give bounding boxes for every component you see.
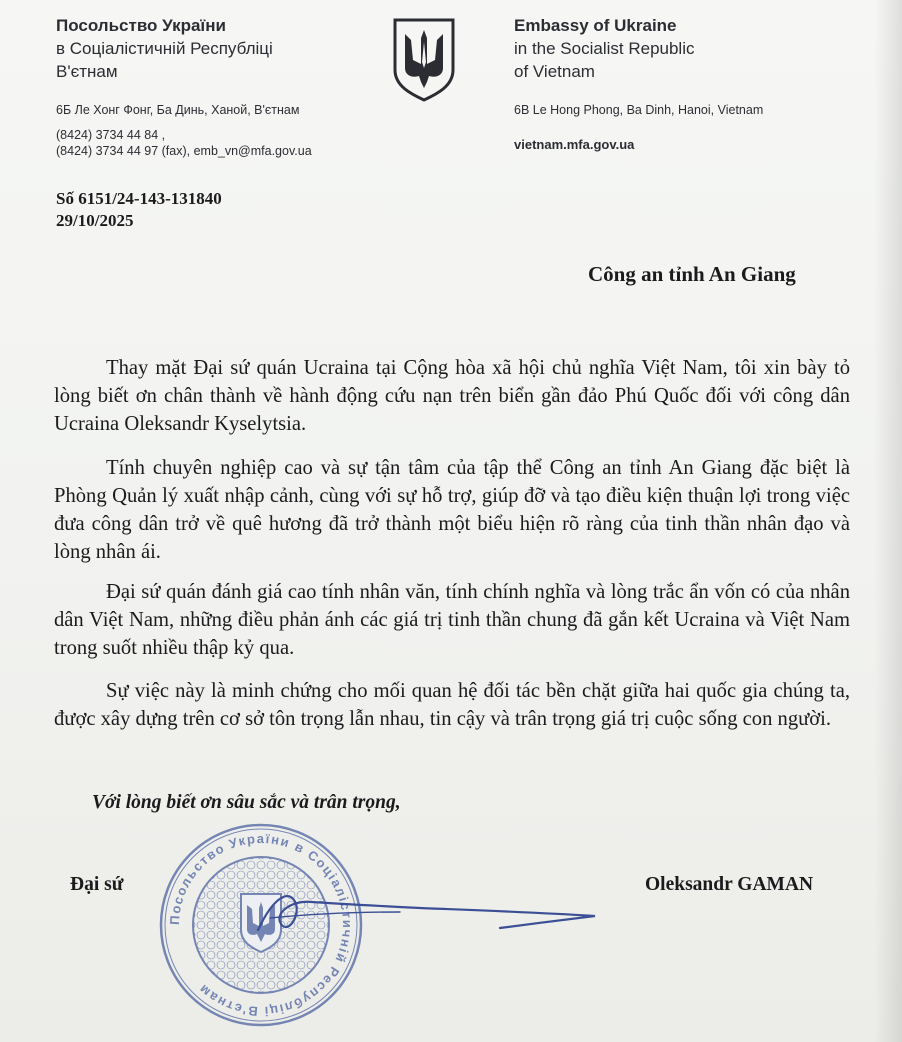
page-edge-shadow bbox=[874, 0, 902, 1042]
paragraph-text: Sự việc này là minh chứng cho mối quan hệ đối tác bền chặt giữa hai quốc gia chúng ta, được xây dựng trên cơ sở tôn trọng lẫn nhau, tin cậy và trân trọng giá trị cuộc sống con người. bbox=[54, 680, 850, 730]
paragraph-text: Thay mặt Đại sứ quán Ucraina tại Cộng hòa xã hội chủ nghĩa Việt Nam, tôi xin bày tỏ lòng biết ơn chân thành về hành động cứu nạn trên biển gần đảo Phú Quốc đối với công dân Ucraina Oleksandr Kyselytsia. bbox=[54, 357, 850, 435]
header-ua-fax-email: (8424) 3734 44 97 (fax), emb_vn@mfa.gov.ua bbox=[56, 144, 312, 158]
header-ua-address: 6Б Ле Хонг Фонг, Ба Динь, Ханой, В'єтнам bbox=[56, 103, 300, 117]
header-ua-title: Посольство України bbox=[56, 16, 226, 35]
header-ua-subtitle-1: в Соціалістичній Республіці bbox=[56, 39, 273, 58]
closing-line: Với lòng biết ơn sâu sắc và trân trọng, bbox=[92, 792, 401, 813]
body-paragraph-2 bbox=[54, 454, 850, 566]
header-en-title: Embassy of Ukraine bbox=[514, 16, 677, 35]
svg-text:Посольство України в Соціаліст: Посольство України в Соціалістичній Республіці В'єтнам bbox=[166, 830, 356, 1020]
header-en-website: vietnam.mfa.gov.ua bbox=[514, 137, 635, 152]
body-paragraph-1 bbox=[54, 354, 850, 438]
reference-block bbox=[56, 188, 222, 232]
paragraph-text: Đại sứ quán đánh giá cao tính nhân văn, tính chính nghĩa và lòng trắc ẩn vốn có của nhân dân Việt Nam, những điều phản ánh các giá trị tinh thần chung đã gắn kết Ucraina và Việt Nam trong suốt nhiều thập kỷ qua. bbox=[54, 581, 850, 659]
signer-name: Oleksandr GAMAN bbox=[645, 874, 814, 895]
header-en-address: 6B Le Hong Phong, Ba Dinh, Hanoi, Vietnam bbox=[514, 103, 764, 117]
body-paragraph-4 bbox=[54, 677, 850, 733]
recipient: Công an tỉnh An Giang bbox=[588, 262, 796, 286]
header-ua-phone: (8424) 3734 44 84 , bbox=[56, 128, 166, 142]
handwritten-signature-icon bbox=[250, 878, 610, 948]
header-ua-subtitle-2: В'єтнам bbox=[56, 62, 118, 81]
header-en-subtitle-2: of Vietnam bbox=[514, 62, 595, 81]
header-english bbox=[514, 14, 763, 152]
paragraph-text: Tính chuyên nghiệp cao và sự tận tâm của tập thể Công an tỉnh An Giang đặc biệt là Phòng Quản lý xuất nhập cảnh, cùng với sự hỗ trợ, giúp đỡ và tạo điều kiện thuận lợi trong việc đưa công dân trở về quê hương đã trở thành một biểu hiện rõ ràng của tinh thần nhân đạo và lòng nhân ái. bbox=[54, 457, 850, 563]
header-en-subtitle-1: in the Socialist Republic bbox=[514, 39, 695, 58]
reference-number: Số 6151/24-143-131840 bbox=[56, 189, 222, 208]
signer-title: Đại sứ bbox=[70, 874, 124, 895]
trident-icon bbox=[391, 16, 457, 102]
header-ukrainian bbox=[56, 14, 312, 159]
body-paragraph-3 bbox=[54, 578, 850, 662]
reference-date: 29/10/2025 bbox=[56, 211, 134, 230]
